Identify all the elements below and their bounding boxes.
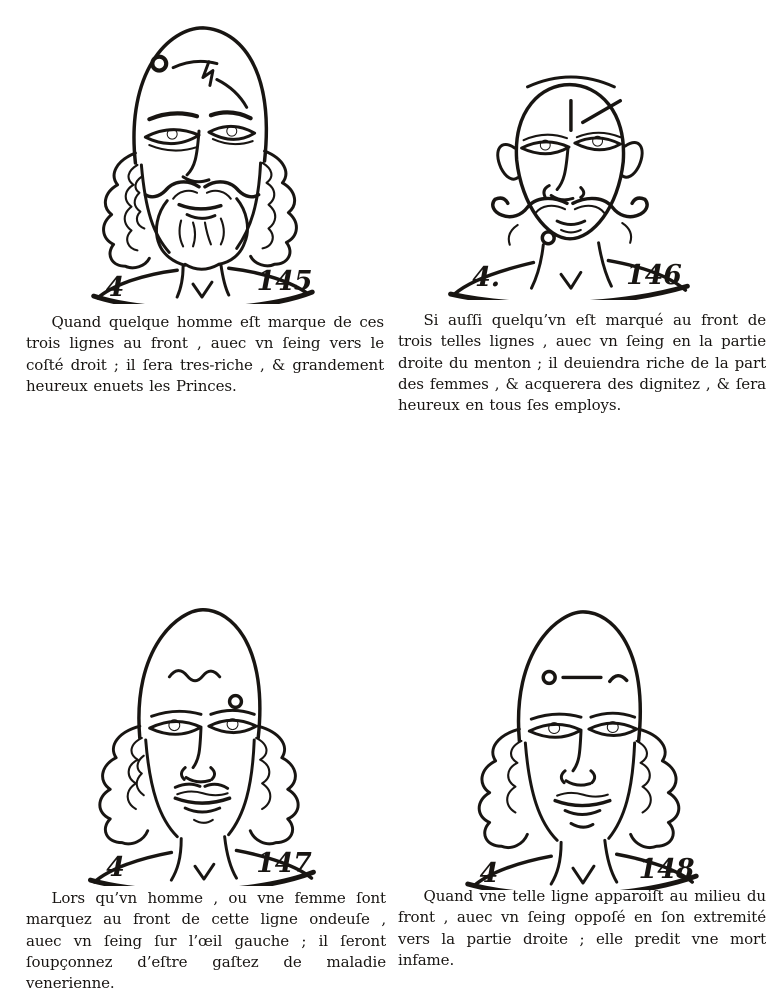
caption-figure-147: Lors qu’vn homme , ou vne femme ſont marquez au front de cette ligne ondeuſe , auec vn ſeing ſur l’œil gauche ; il ſeront ſoupçonnez d’eſtre gaſtez de maladie venerienne. [26,889,386,993]
woodcut-145-drawing [52,6,344,304]
woodcut-147-drawing [52,590,344,886]
caption-figure-145: Quand quelque homme eſt marque de ces trois lignes au front , auec vn ſeing vers le coſté droit ; il ſera tres-riche , & grandement heureux enuets les Princes. [26,313,384,395]
eye-left [522,142,569,154]
chin-crease [571,823,593,827]
woodcut-figure-146 [420,4,712,300]
nose [557,148,568,189]
nostril-right [591,771,595,783]
figure-number-148: 148 [638,854,695,886]
eyebrow-right [211,112,251,118]
eye-right [209,720,256,732]
beard-bottom [185,264,219,269]
nostril-right [211,768,215,780]
mouth [179,205,221,209]
eyebrow-left [531,714,581,719]
forehead-line-3 [217,80,247,108]
beard-strand-2 [205,223,211,245]
neck-v-mark [195,864,214,879]
eyelid-left [149,145,197,151]
neck-right [225,837,237,878]
mustache-left-inner [535,206,565,213]
eye-left [529,724,581,737]
eye-left [145,130,199,144]
mouth [557,221,585,224]
ear-right [622,143,642,178]
lower-lip [185,808,220,812]
mustache-right [205,784,228,788]
nostril-left [181,768,185,780]
woodcut-figure-145 [52,6,344,304]
nostril-right [581,188,584,198]
eye-left [150,721,201,734]
woodcut-146-drawing [420,4,712,300]
eyebrow-right [211,710,254,714]
eyebrow-left [149,113,197,119]
neck-v-mark [561,272,581,288]
nose-base [186,777,210,781]
eyebrow-left [152,711,201,716]
cheek-right [609,743,635,838]
mouth [555,801,610,806]
neck-v-mark [193,282,212,297]
upper-lip [557,793,608,797]
hair-right [631,729,679,847]
eyelid-left [524,135,567,140]
hair-left [479,729,527,847]
hair-right-inner [263,163,276,248]
caption-figure-146: Si auſſi quelqu’vn eſt marqué au front de trois telles lignes , auec vn ſeing en la partie droite du menton ; il deuiendra riche de la part des femmes , & acquerera des dignitez , & ſera heureux en tous ſes employs. [398,311,766,415]
beard-strand-1 [193,223,195,247]
neck-v-mark [573,866,594,883]
lower-lip [187,215,215,219]
woodcut-figure-148 [432,592,724,890]
figure-number-145: 145 [256,266,313,298]
mustache-left [175,784,200,787]
neck-left [551,842,561,884]
forehead-line-1 [173,61,217,67]
caption-figure-148: Quand vne telle ligne apparoiſt au milieu du front , auec vn ſeing oppoſé en ſon extremité vers la partie droite ; elle predit vne mort infame. [398,887,766,969]
forehead-arc-mark [610,676,627,682]
plate-mark-145: 4 [105,272,125,304]
hair-right [250,726,298,844]
chin-crease [194,820,213,823]
plate-mark-147: 4 [106,852,125,884]
hair-left [100,726,148,844]
eye-right [589,723,637,735]
neck-right [605,840,617,882]
head-outline [139,610,260,738]
hair-right-inner [256,738,270,809]
eye-right [575,138,620,150]
forehead-line-2 [203,62,213,86]
hair-left-inner2 [137,756,144,795]
whisker-tuft-left [509,225,518,245]
plate-mark-148: 4 [479,858,499,890]
mustache-right [205,182,259,197]
nostril-left [544,186,549,198]
eyebrow-right [591,713,635,717]
mustache-right-inner [575,206,605,213]
neck-left [531,245,543,288]
forehead-mark-circle [152,57,166,71]
nose [573,731,581,771]
nose [193,728,201,767]
mustache-left-inner [173,191,197,199]
forehead-mark-circle [230,696,242,708]
chin-mark-circle [542,232,554,244]
mustache-left [145,182,199,197]
woodcut-148-drawing [432,592,724,890]
mouth [175,798,229,803]
whisker-tuft-right [622,223,631,243]
nose-base [566,781,590,785]
figure-number-146: 146 [626,260,682,292]
upper-lip [177,791,227,795]
cheek-right [229,740,255,835]
neck-right [599,243,612,286]
hair-right-inner [637,741,651,813]
figure-number-147: 147 [256,848,312,880]
eye-right [209,126,255,139]
neck-left [171,839,181,880]
beard-strand-4 [221,219,224,245]
hair-left-inner [507,741,521,813]
forehead-mark-circle [543,671,555,683]
cheek-left [146,740,178,837]
nostril-left [561,771,565,783]
beard-left [156,201,185,266]
plate-mark-146: 4. [472,262,501,294]
beard-strand-3 [180,221,184,247]
forehead-wavy-line [169,671,219,681]
lower-lip [565,811,600,815]
woodcut-figure-147 [52,590,344,886]
cheek-left [525,743,557,840]
cheek-left [141,165,169,252]
mustache-right-inner [207,191,231,199]
hair-left-inner [128,738,142,809]
lower-lip [561,230,581,232]
